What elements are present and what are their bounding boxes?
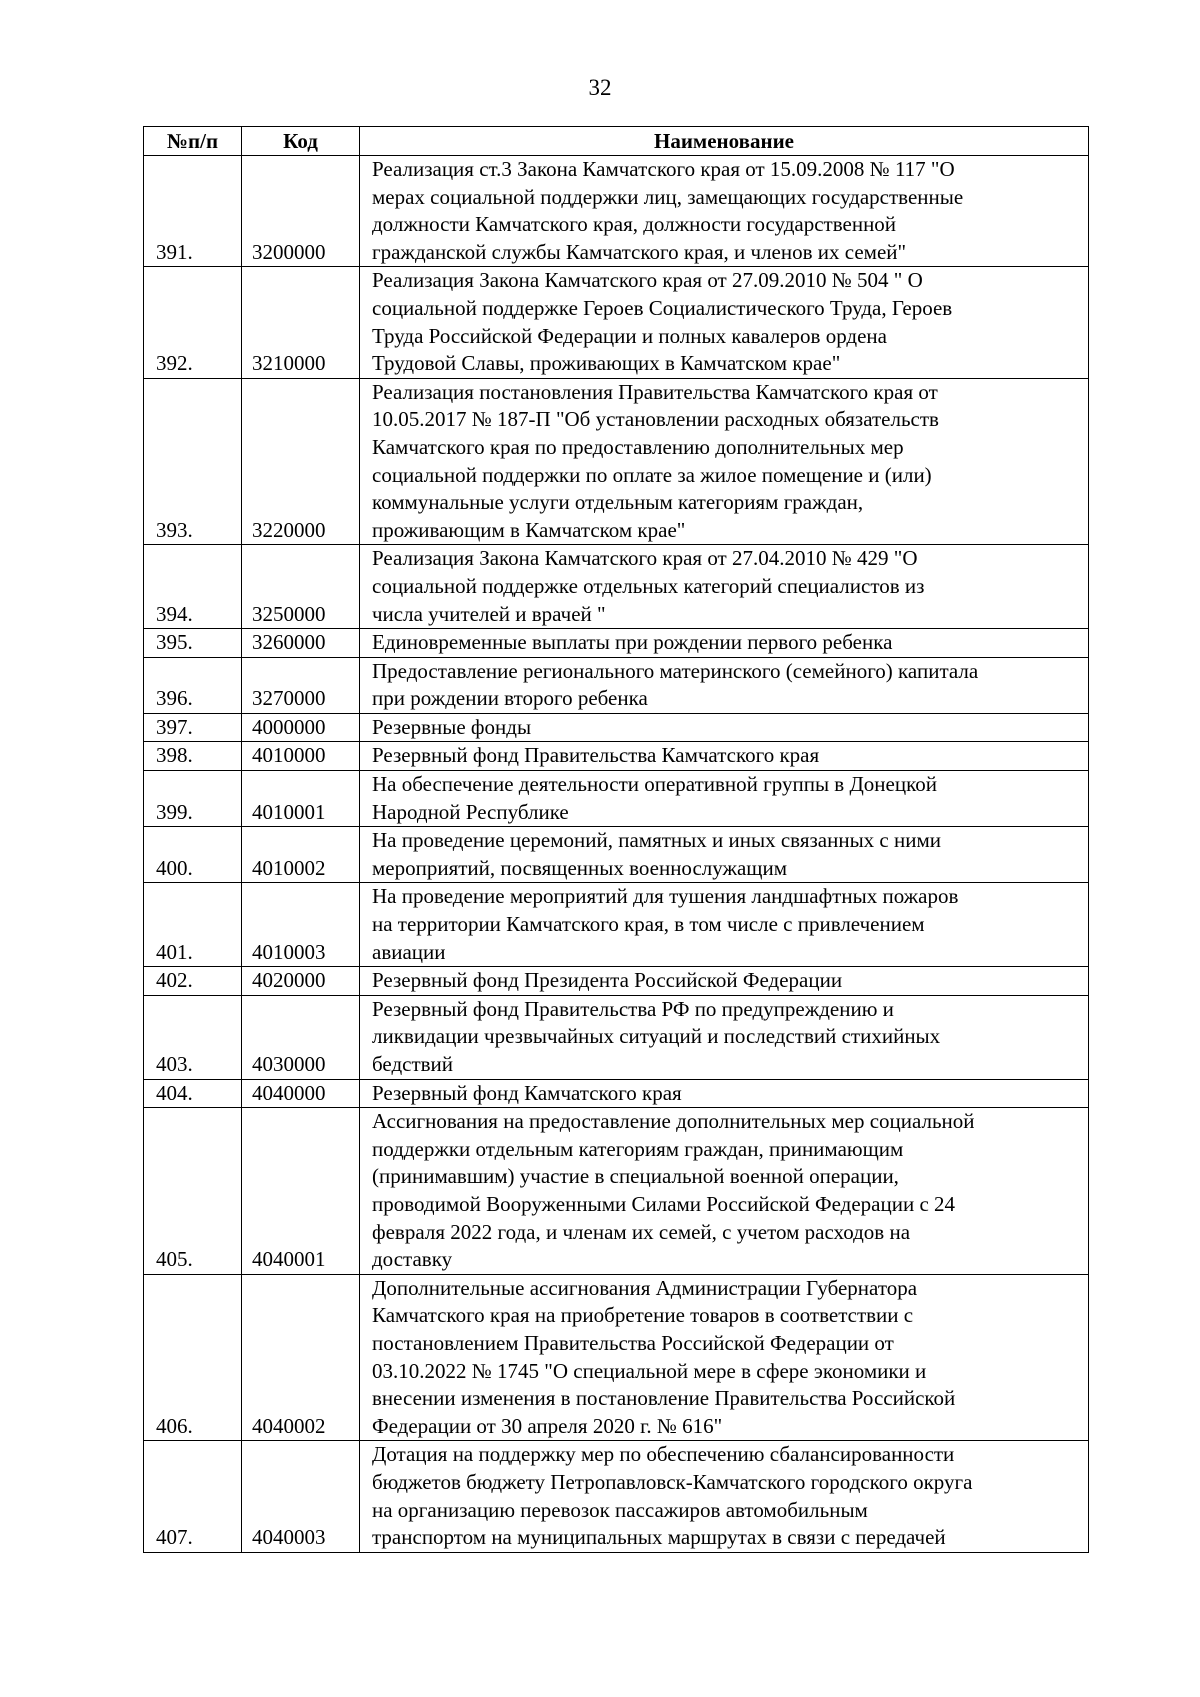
table-body <box>144 156 1089 1553</box>
header-name: Наименование <box>360 127 1089 156</box>
row-number: 401. <box>144 883 242 967</box>
row-number: 405. <box>144 1108 242 1275</box>
row-name: Единовременные выплаты при рождении первого ребенка <box>360 629 1089 658</box>
row-code: 4040000 <box>242 1079 360 1108</box>
row-number: 391. <box>144 156 242 267</box>
row-number: 400. <box>144 827 242 883</box>
row-number: 399. <box>144 771 242 827</box>
row-name: Резервный фонд Правительства Камчатского края <box>360 742 1089 771</box>
row-code: 3220000 <box>242 378 360 545</box>
row-name: Предоставление регионального материнского (семейного) капитала при рождении второго ребенка <box>360 657 1089 713</box>
table-row <box>144 1441 1089 1552</box>
row-name: Дополнительные ассигнования Администрации Губернатора Камчатского края на приобретение товаров в соответствии с постановлением Правительства Российской Федерации от 03.10.2022 № 1745 "О специальной мере в сфере экономики и внесении изменения в постановление Правительства Российской Федерации от 30 апреля 2020 г. № 616" <box>360 1274 1089 1441</box>
row-name: Реализация Закона Камчатского края от 27.04.2010 № 429 "О социальной поддержке отдельных категорий специалистов из числа учителей и врачей " <box>360 545 1089 629</box>
row-name: На проведение мероприятий для тушения ландшафтных пожаров на территории Камчатского края, в том числе с привлечением авиации <box>360 883 1089 967</box>
table-row <box>144 995 1089 1079</box>
page-number: 32 <box>588 75 612 100</box>
row-name: Резервный фонд Правительства РФ по предупреждению и ликвидации чрезвычайных ситуаций и последствий стихийных бедствий <box>360 995 1089 1079</box>
table-row <box>144 771 1089 827</box>
table-row <box>144 713 1089 742</box>
row-code: 4000000 <box>242 713 360 742</box>
row-code: 3250000 <box>242 545 360 629</box>
row-number: 397. <box>144 713 242 742</box>
row-number: 404. <box>144 1079 242 1108</box>
table-row <box>144 1274 1089 1441</box>
table-header <box>144 127 1089 156</box>
row-name: Реализация Закона Камчатского края от 27.09.2010 № 504 " О социальной поддержке Героев Социалистического Труда, Героев Труда Российской Федерации и полных кавалеров ордена Трудовой Славы, проживающих в Камчатском крае" <box>360 267 1089 378</box>
row-code: 4020000 <box>242 967 360 996</box>
header-num: №п/п <box>144 127 242 156</box>
row-code: 3210000 <box>242 267 360 378</box>
header-code: Код <box>242 127 360 156</box>
row-number: 394. <box>144 545 242 629</box>
table-row <box>144 657 1089 713</box>
row-code: 4010001 <box>242 771 360 827</box>
row-number: 393. <box>144 378 242 545</box>
table-row <box>144 1108 1089 1275</box>
budget-codes-table <box>143 126 1089 1553</box>
row-number: 398. <box>144 742 242 771</box>
row-code: 4040003 <box>242 1441 360 1552</box>
row-name: Резервный фонд Президента Российской Федерации <box>360 967 1089 996</box>
table-row <box>144 967 1089 996</box>
row-number: 406. <box>144 1274 242 1441</box>
row-name: На проведение церемоний, памятных и иных связанных с ними мероприятий, посвященных военнослужащим <box>360 827 1089 883</box>
table-row <box>144 156 1089 267</box>
row-code: 4010000 <box>242 742 360 771</box>
table-row <box>144 378 1089 545</box>
row-name: На обеспечение деятельности оперативной группы в Донецкой Народной Республике <box>360 771 1089 827</box>
row-number: 402. <box>144 967 242 996</box>
row-number: 392. <box>144 267 242 378</box>
table-row <box>144 267 1089 378</box>
row-number: 395. <box>144 629 242 658</box>
table-row <box>144 742 1089 771</box>
row-code: 4010002 <box>242 827 360 883</box>
table-row <box>144 883 1089 967</box>
row-code: 4030000 <box>242 995 360 1079</box>
row-code: 3270000 <box>242 657 360 713</box>
row-number: 403. <box>144 995 242 1079</box>
row-name: Резервные фонды <box>360 713 1089 742</box>
row-code: 4040002 <box>242 1274 360 1441</box>
row-name: Дотация на поддержку мер по обеспечению сбалансированности бюджетов бюджету Петропавловск-Камчатского городского округа на организацию перевозок пассажиров автомобильным транспортом на муниципальных маршрутах в связи с передачей <box>360 1441 1089 1552</box>
row-code: 3260000 <box>242 629 360 658</box>
header-row <box>144 127 1089 156</box>
row-number: 407. <box>144 1441 242 1552</box>
table-row <box>144 827 1089 883</box>
table-row <box>144 1079 1089 1108</box>
row-name: Реализация ст.3 Закона Камчатского края от 15.09.2008 № 117 "О мерах социальной поддержки лиц, замещающих государственные должности Камчатского края, должности государственной гражданской службы Камчатского края, и членов их семей" <box>360 156 1089 267</box>
row-name: Резервный фонд Камчатского края <box>360 1079 1089 1108</box>
row-code: 3200000 <box>242 156 360 267</box>
row-code: 4040001 <box>242 1108 360 1275</box>
row-name: Реализация постановления Правительства Камчатского края от 10.05.2017 № 187-П "Об установлении расходных обязательств Камчатского края по предоставлению дополнительных мер социальной поддержки по оплате за жилое помещение и (или) коммунальные услуги отдельным категориям граждан, проживающим в Камчатском крае" <box>360 378 1089 545</box>
row-name: Ассигнования на предоставление дополнительных мер социальной поддержки отдельным категориям граждан, принимающим (принимавшим) участие в специальной военной операции, проводимой Вооруженными Силами Российской Федерации с 24 февраля 2022 года, и членам их семей, с учетом расходов на доставку <box>360 1108 1089 1275</box>
table-row <box>144 545 1089 629</box>
row-code: 4010003 <box>242 883 360 967</box>
table-row <box>144 629 1089 658</box>
row-number: 396. <box>144 657 242 713</box>
